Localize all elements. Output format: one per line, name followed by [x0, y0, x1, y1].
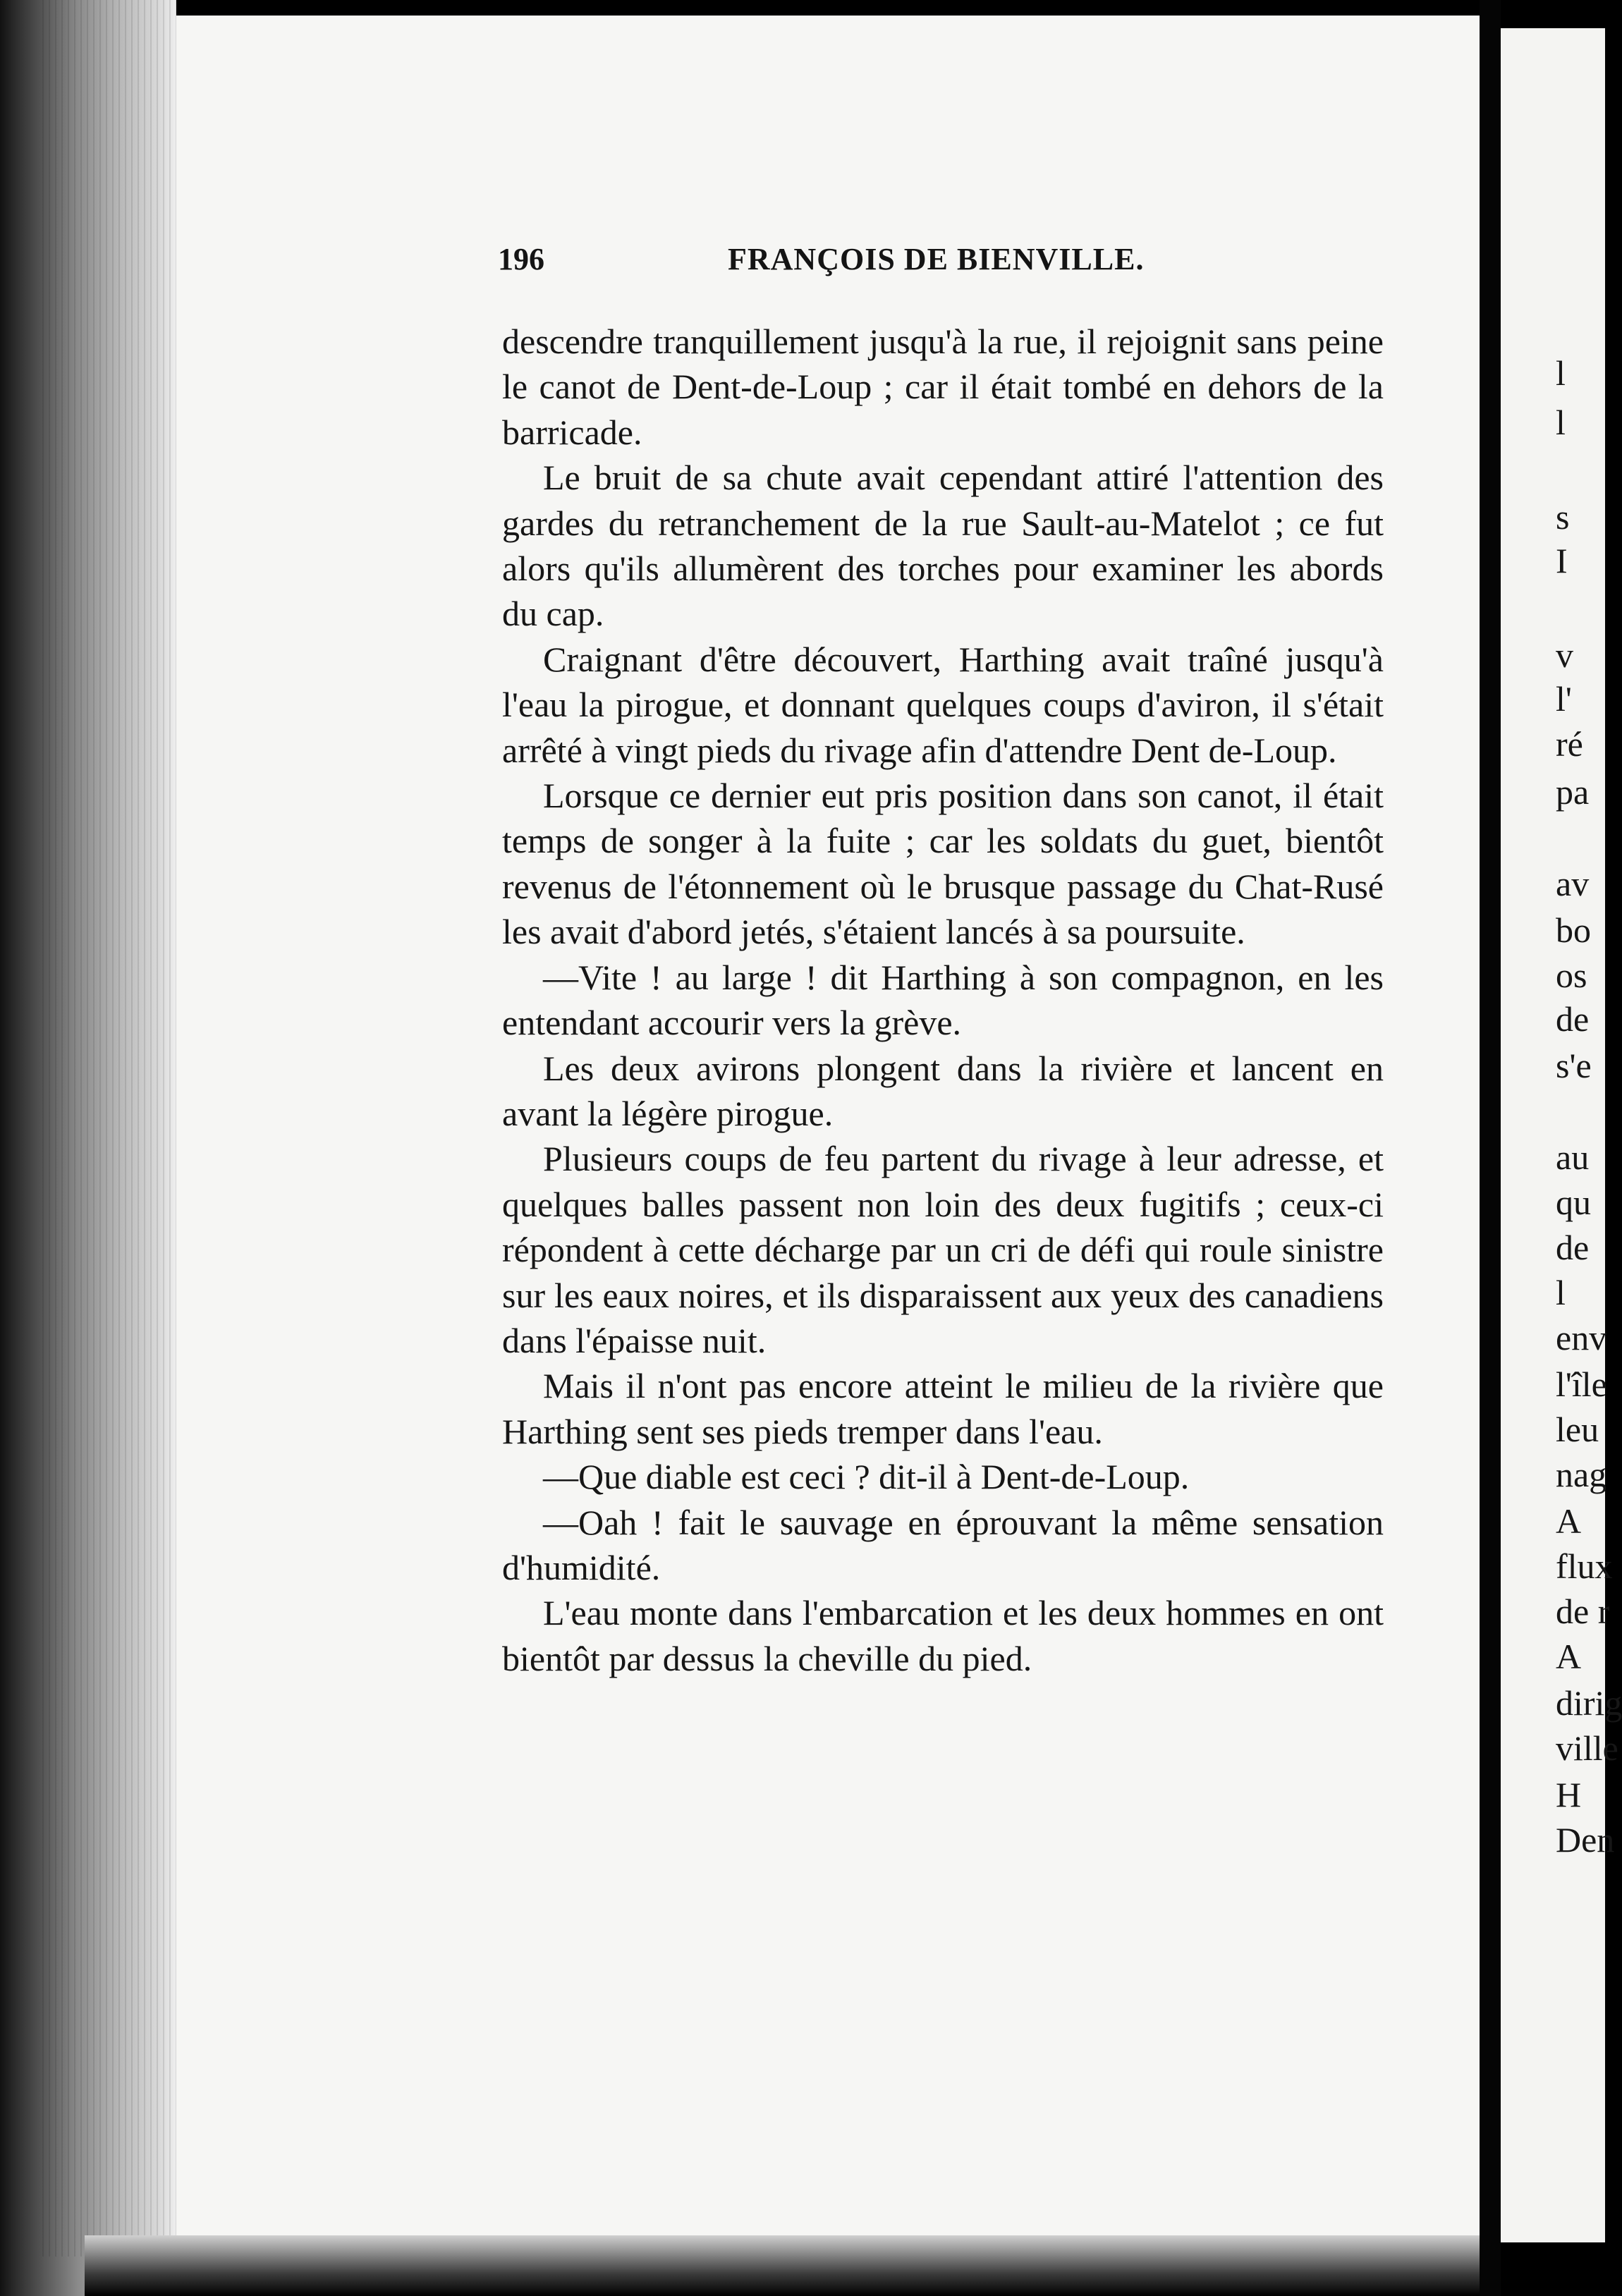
paragraph: Craignant d'être découvert, Harthing avait traîné jusqu'à l'eau la pirogue, et donnant quelques coups d'aviron, il s'était arrêté à vingt pieds du rivage afin d'attendre Dent de-Loup. — [502, 639, 1384, 770]
facing-page-fragment: ré — [1556, 724, 1583, 764]
paragraph: descendre tranquillement jusqu'à la rue, il rejoignit sans peine le canot de Dent-de-Loup ; car il était tombé en dehors de la barricade. — [502, 322, 1384, 452]
facing-page-fragment: de — [1556, 1228, 1590, 1267]
facing-page-fragment: qu — [1556, 1183, 1591, 1222]
facing-page-fragment: de r — [1556, 1592, 1610, 1631]
running-title: FRANÇOIS DE BIENVILLE. — [728, 242, 1145, 276]
facing-page-fragment: H — [1556, 1775, 1582, 1814]
facing-page-fragment: av — [1556, 864, 1590, 903]
bottom-page-edge — [85, 2235, 1495, 2296]
facing-page-fragment: de — [1556, 999, 1590, 1039]
paragraph: Les deux avirons plongent dans la rivière et lancent en avant la légère pirogue. — [502, 1048, 1384, 1133]
paragraph: —Vite ! au large ! dit Harthing à son compagnon, en les entendant accourir vers la grève. — [502, 957, 1384, 1043]
paragraph: L'eau monte dans l'embarcation et les deux hommes en ont bientôt par dessus la cheville du pied. — [502, 1593, 1384, 1678]
running-head — [498, 241, 1379, 283]
stacked-page-edges — [42, 0, 176, 2257]
facing-page-fragment: v — [1556, 635, 1573, 675]
facing-page-fragment: leu — [1556, 1410, 1599, 1449]
facing-page-fragment: s'e — [1556, 1046, 1592, 1085]
book-binding-gutter — [1480, 0, 1501, 2296]
facing-page-fragment: A — [1556, 1501, 1582, 1541]
facing-page-fragment: dirig — [1556, 1683, 1622, 1723]
page-number: 196 — [498, 242, 544, 276]
paragraph: Lorsque ce dernier eut pris position dans son canot, il était temps de songer à la fuite ; car les soldats du guet, bientôt revenus de l'étonnement où le brusque passage du Chat-Rusé les avait d'abord jetés, s'étaient lancés à sa poursuite. — [502, 776, 1384, 952]
facing-page-fragment: l — [1556, 403, 1566, 442]
facing-page-fragment: nag — [1556, 1455, 1607, 1494]
facing-page-fragment: l — [1556, 1273, 1566, 1312]
facing-page-fragment: flux — [1556, 1546, 1613, 1586]
paragraph: Le bruit de sa chute avait cependant attiré l'attention des gardes du retranchement de la rue Sault-au-Matelot ; ce fut alors qu'ils allumèrent des torches pour examiner les abords du cap. — [502, 458, 1384, 634]
facing-page-fragment: s — [1556, 497, 1570, 537]
body-text — [502, 319, 1384, 1681]
paragraph: Mais il n'ont pas encore atteint le milieu de la rivière que Harthing sent ses pieds tremper dans l'eau. — [502, 1366, 1384, 1451]
facing-page-fragment: au — [1556, 1137, 1590, 1177]
facing-page-fragment: os — [1556, 955, 1587, 995]
facing-page-fragment: Den — [1556, 1820, 1615, 1860]
facing-page-fragment: l — [1556, 353, 1566, 393]
paragraph: —Oah ! fait le sauvage en éprouvant la même sensation d'humidité. — [502, 1502, 1384, 1587]
paragraph: —Que diable est ceci ? dit-il à Dent-de-Loup. — [543, 1457, 1190, 1497]
facing-page-fragment: env — [1556, 1318, 1607, 1357]
facing-page-fragment: bo — [1556, 910, 1591, 950]
facing-page — [1501, 28, 1605, 2242]
paragraph: Plusieurs coups de feu partent du rivage à leur adresse, et quelques balles passent non loin des deux fugitifs ; ceux-ci répondent à cette décharge par un cri de défi qui roule sinistre sur les eaux noires, et ils disparaissent aux yeux des canadiens dans l'épaisse nuit. — [502, 1139, 1384, 1360]
facing-page-fragment: pa — [1556, 772, 1590, 812]
facing-page-fragment: A — [1556, 1637, 1582, 1676]
facing-page-fragment: ville — [1556, 1728, 1618, 1768]
facing-page-fragment: I — [1556, 541, 1568, 580]
facing-page-fragment: l' — [1556, 679, 1572, 719]
facing-page-fragment: l'île — [1556, 1364, 1607, 1404]
